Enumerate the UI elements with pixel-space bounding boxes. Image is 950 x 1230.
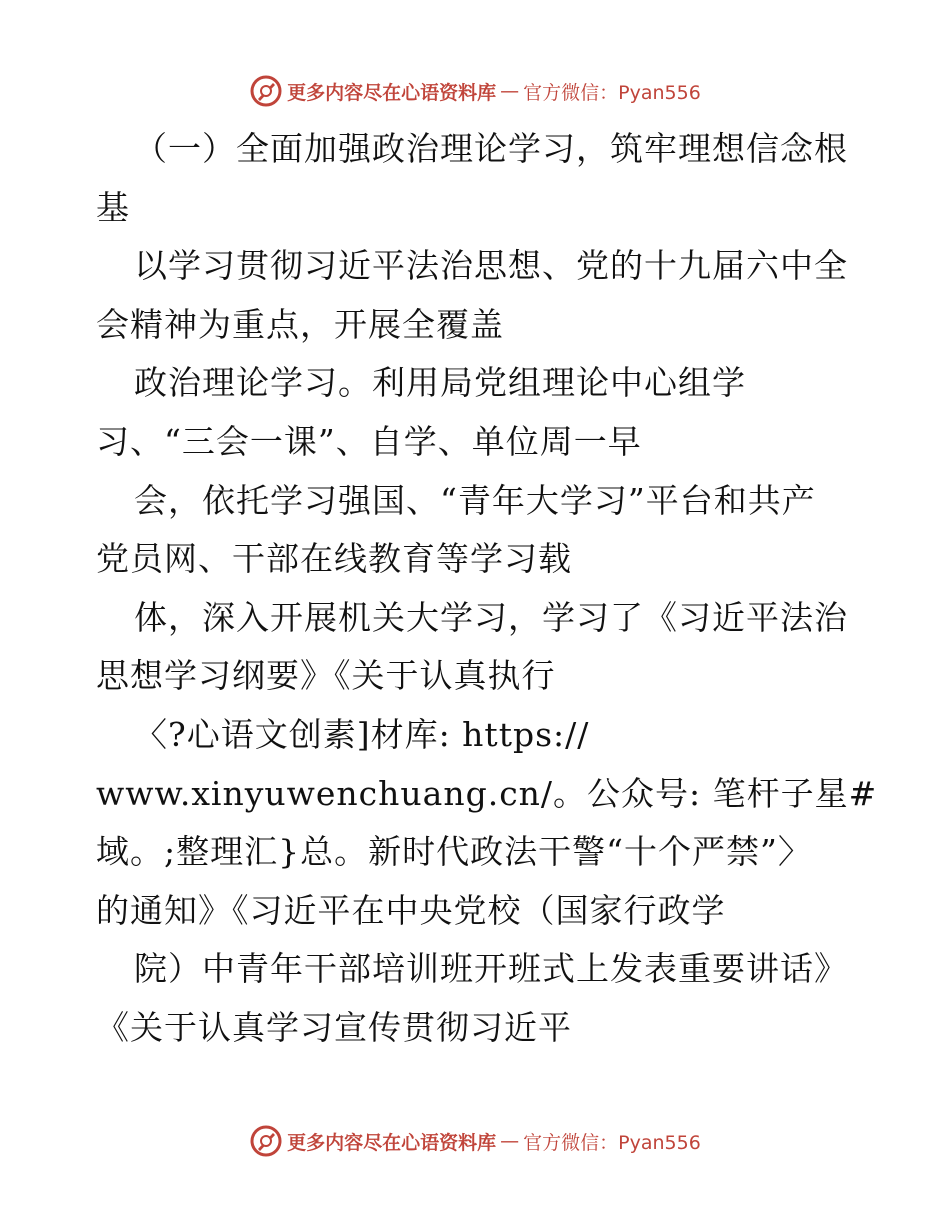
body-line: 会精神为重点，开展全覆盖 [96, 304, 504, 344]
body-line: 以学习贯彻习近平法治思想、党的十九届六中全 [134, 246, 848, 286]
watermark-contact-text: 官方微信：Pyan556 [523, 81, 701, 104]
footer-watermark [0, 1124, 950, 1158]
header-watermark [0, 74, 950, 108]
body-line: 基 [96, 187, 130, 227]
body-line: 思想学习纲要》《关于认真执行 [96, 656, 556, 696]
document-body [96, 120, 878, 1058]
watermark-dash: — [500, 1130, 520, 1152]
body-line: 体，深入开展机关大学习，学习了《习近平法治 [134, 597, 848, 637]
watermark-main-text: 更多内容尽在心语资料库 [287, 1131, 497, 1154]
body-line: 的通知》《习近平在中央党校（国家行政学 [96, 890, 726, 930]
body-line: 〈?心语文创素]材库: https:// [134, 714, 590, 754]
body-line: 域。;整理汇}总。新时代政法干警“十个严禁”〉 [96, 832, 812, 872]
body-line: 会，依托学习强国、“青年大学习”平台和共产 [134, 480, 816, 520]
watermark-contact-text: 官方微信：Pyan556 [523, 1131, 701, 1154]
quill-logo-icon [249, 1124, 283, 1158]
body-line: 院）中青年干部培训班开班式上发表重要讲话》 [134, 949, 848, 989]
quill-logo-icon [249, 74, 283, 108]
body-line: 政治理论学习。利用局党组理论中心组学 [134, 363, 746, 403]
body-line: 习、“三会一课”、自学、单位周一早 [96, 421, 642, 461]
body-line: 《关于认真学习宣传贯彻习近平 [96, 1007, 572, 1047]
body-line: www.xinyuwenchuang.cn/。公众号: 笔杆子星# [96, 773, 878, 813]
watermark-main-text: 更多内容尽在心语资料库 [287, 81, 497, 104]
watermark-dash: — [500, 80, 520, 102]
body-line: （一）全面加强政治理论学习，筑牢理想信念根 [134, 129, 848, 168]
body-line: 党员网、干部在线教育等学习载 [96, 539, 572, 579]
